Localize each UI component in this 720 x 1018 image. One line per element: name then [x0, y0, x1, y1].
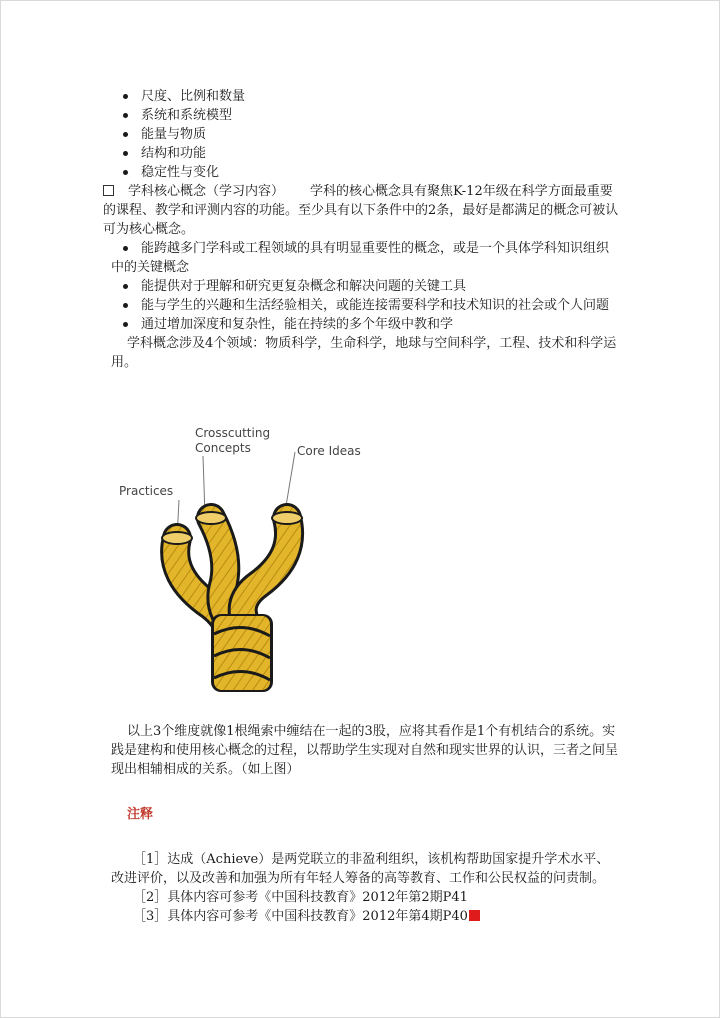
list-item: 系统和系统模型 — [111, 106, 621, 125]
crosscutting-strand-end — [196, 512, 226, 524]
list-item: 能与学生的兴趣和生活经验相关，或能连接需要科学和技术知识的社会或个人问题 — [111, 296, 621, 315]
core-ideas-strand-end — [272, 512, 302, 524]
core-ideas-heading: 学科核心概念（学习内容） — [128, 184, 285, 199]
core-ideas-paragraph — [103, 182, 621, 239]
list-item: 能量与物质 — [111, 125, 621, 144]
note-item: ［1］达成（Achieve）是两党联立的非盈利组织，该机构帮助国家提升学术水平、改进评价，以及改善和加强为所有年轻人筹备的高等教育、工作和公民权益的问责制。 — [111, 852, 610, 886]
document-body — [103, 87, 621, 926]
crosscutting-concepts-list — [111, 87, 621, 182]
note-text: ［3］具体内容可参考《中国科技教育》2012年第4期P40 — [133, 909, 468, 924]
list-item: 能跨越多门学科或工程领域的具有明显重要性的概念，或是一个具体学科知识组织中的关键概念 — [111, 239, 621, 277]
crosscutting-label-line2: Concepts — [195, 441, 251, 455]
list-item: 稳定性与变化 — [111, 163, 621, 182]
note-item: ［2］具体内容可参考《中国科技教育》2012年第2期P41 — [133, 890, 468, 905]
list-item: 尺度、比例和数量 — [111, 87, 621, 106]
summary-paragraph: 以上3个维度就像1根绳索中缠结在一起的3股，应将其看作是1个有机结合的系统。实践是建构和使用核心概念的过程，以帮助学生实现对自然和现实世界的认识，三者之间呈现出相辅相成的关系。（如上图） — [111, 724, 619, 777]
crosscutting-label-line1: Crosscutting — [195, 426, 271, 440]
checkbox-square-icon — [103, 185, 114, 196]
list-item: 能提供对于理解和研究更复杂概念和解决问题的关键工具 — [111, 277, 621, 296]
rope-figure — [119, 406, 419, 696]
rope-illustration — [119, 406, 419, 696]
note-item — [111, 907, 621, 926]
list-item: 通过增加深度和复杂性，能在持续的多个年级中教和学 — [111, 315, 621, 334]
red-square-marker-icon — [469, 910, 480, 921]
core-ideas-criteria-list — [111, 239, 621, 334]
practices-label: Practices — [119, 484, 174, 498]
core-ideas-label: Core Ideas — [297, 444, 361, 458]
domains-paragraph: 学科概念涉及4个领域：物质科学，生命科学，地球与空间科学，工程、技术和科学运用。 — [111, 336, 617, 370]
core-ideas-intro: 学科的核心概念具有聚焦K-12年级在科学方面最重要的课程、教学和评测内容的功能。至少具有以下条件中的2条，最好是都满足的概念可被认可为核心概念。 — [103, 184, 619, 237]
list-item: 结构和功能 — [111, 144, 621, 163]
notes-title: 注释 — [127, 807, 154, 822]
practices-strand-end — [162, 532, 192, 544]
